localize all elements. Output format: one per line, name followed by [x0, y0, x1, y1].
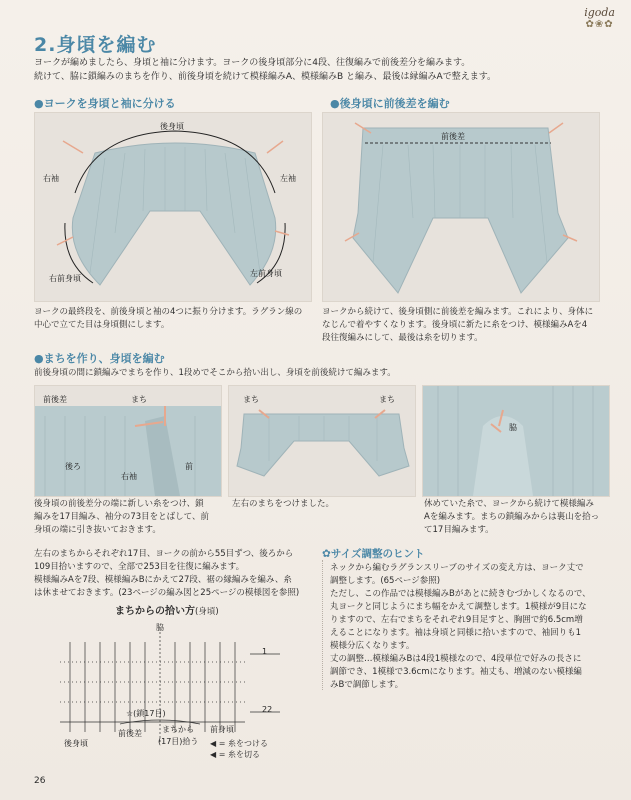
body-line: 模様編みAを7段、模様編みBにかえて27段、裾の縁編みを編み、糸 [34, 575, 292, 585]
label-side: 脇 [509, 423, 517, 432]
caption-line: 左右のまちをつけました。 [232, 499, 335, 509]
label-gusset-right: まち [379, 395, 395, 404]
body-line: は休ませておきます。(23ページの編み図と25ページの模様図を参照) [34, 588, 300, 598]
label-sleeve: 右袖 [121, 472, 137, 481]
chart-label-pick2: (17目)拾う [158, 737, 199, 746]
section1-caption [34, 306, 314, 332]
chart-label-front: 前身頃 [210, 725, 234, 734]
flower-icon: ✿ [322, 548, 331, 560]
hint-title [322, 546, 424, 561]
photo-gussets-attached [228, 385, 416, 497]
section1-heading: ●ヨークを身頃と袖に分ける [34, 97, 176, 110]
caption-line: 休めていた糸で、ヨークから続けて模様編み [424, 499, 594, 509]
hint-body [330, 562, 610, 692]
intro-text [34, 56, 604, 84]
legend-attach-yarn: ◀ = 糸をつける [210, 739, 268, 748]
caption-line: なじんで着やすくなります。後身頃に新たに糸をつけ、模様編みAを4 [322, 320, 588, 330]
section3-heading: ●まちを作り、身頃を編む [34, 352, 165, 365]
photo-gusset-chain [34, 385, 222, 497]
label-front-back-diff: 前後差 [441, 132, 465, 141]
chart-title-sub: (身頃) [195, 607, 219, 617]
caption-line: 編みを17目編み、袖分の73目をとばして、前 [34, 512, 209, 522]
photo-back-diff [322, 112, 600, 302]
hint-divider [322, 560, 323, 690]
label-gusset: まち [131, 395, 147, 404]
hint-line: ネックから編むラグランスリーブのサイズの変え方は、ヨーク丈で [330, 563, 584, 573]
label-left-sleeve: 左袖 [280, 174, 296, 183]
section3-intro: 前後身頃の間に鎖編みでまちを作り、1段めでそこから拾い出し、身頃を前後続けて編みます。 [34, 368, 396, 378]
page-title: 2.身頃を編む [34, 34, 157, 56]
page-number: 26 [34, 776, 46, 786]
body-text [34, 548, 319, 600]
intro-line: ヨークが編めましたら、身頃と袖に分けます。ヨークの後身頃部分に4段、往復編みで前後差分を編みます。 [34, 58, 471, 68]
photo1-caption [34, 498, 224, 537]
caption-line: 身頃の端に引き抜いておきます。 [34, 525, 161, 535]
hint-line: みBで調節します。 [330, 680, 404, 690]
label-right-front: 右前身頃 [49, 274, 81, 283]
stitch-chart-title [115, 602, 219, 617]
caption-line: Aを編みます。まちの鎖編みからは裏山を拾っ [424, 512, 600, 522]
chart-title-main: まちからの拾い方 [115, 606, 195, 617]
chart-label-chain: ☆(鎖17目) [126, 709, 166, 718]
label-front: 前 [185, 462, 193, 471]
hint-line: 模様分広くなります。 [330, 641, 415, 651]
chart-label-back: 後身頃 [64, 739, 88, 748]
photo-yoke-split [34, 112, 312, 302]
hint-line: 丈の調整…模様編みBは4段1模様なので、4段単位で好みの長さに [330, 654, 582, 664]
label-back: 後身頃 [160, 122, 184, 131]
chart-legend [210, 738, 268, 760]
chart-row-22: 22 [262, 705, 273, 714]
caption-line: 段往復編みにして、最後は糸を切ります。 [322, 333, 483, 343]
chart-label-side: 脇 [156, 623, 164, 632]
caption-line: ヨークから続けて、後身頃側に前後差を編みます。これにより、身体に [322, 307, 594, 317]
intro-line: 続けて、脇に鎖編みのまちを作り、前後身頃を続けて模様編みA、模様編みB と編み、最後は縁編みAで整えます。 [34, 72, 496, 82]
label-back: 後ろ [65, 462, 81, 471]
caption-line: 後身頃の前後差分の端に新しい糸をつけ、鎖 [34, 499, 204, 509]
photo3-caption [424, 498, 610, 537]
label-diff: 前後差 [43, 395, 67, 404]
caption-line: ヨークの最終段を、前後身頃と袖の4つに振り分けます。ラグラン線の [34, 307, 303, 317]
hint-line: 調節でき、1模様で3.6cmになります。袖丈も、増減のない模様編 [330, 667, 582, 677]
body-line: 109目拾いますので、全部で253目を往復に編みます。 [34, 562, 245, 572]
chart-label-pick: まちから [162, 725, 194, 734]
body-line: 左右のまちからそれぞれ17目、ヨークの前から55目ずつ、後ろから [34, 549, 294, 559]
caption-line: 中心で立てた目は身頃側にします。 [34, 320, 170, 330]
hint-line: 調整します。(65ページ参照) [330, 576, 441, 586]
label-right-sleeve: 右袖 [43, 174, 59, 183]
pattern-a-illustration [423, 386, 609, 496]
legend-cut-yarn: ◀ = 糸を切る [210, 750, 260, 759]
brand-logo: igoda [584, 6, 615, 19]
section2-caption [322, 306, 607, 345]
brand-ornament-icon: ✿❀✿ [585, 19, 614, 30]
chart-label-diff: 前後差 [118, 729, 142, 738]
hint-line: 丸ヨークと同じようにまち幅をかえて調整します。1模様が9目にな [330, 602, 587, 612]
label-gusset-left: まち [243, 395, 259, 404]
hint-title-text: サイズ調整のヒント [330, 548, 425, 560]
photo-pattern-a [422, 385, 610, 497]
label-left-front: 左前身頃 [250, 269, 282, 278]
brand [584, 6, 615, 30]
hint-line: ただし、この作品では模様編みBがあとに続きむづかしくなるので、 [330, 589, 591, 599]
caption-line: て17目編みます。 [424, 525, 494, 535]
photo2-caption [232, 498, 412, 511]
section2-heading: ●後身頃に前後差を編む [330, 97, 450, 110]
chart-row-1: 1 [262, 647, 268, 656]
hint-line: えることになります。袖は身頃と同様に拾いますので、袖回りも1 [330, 628, 582, 638]
hint-line: りますので、左右でまちをそれぞれ9目足すと、胸囲で約6.5cm増 [330, 615, 583, 625]
